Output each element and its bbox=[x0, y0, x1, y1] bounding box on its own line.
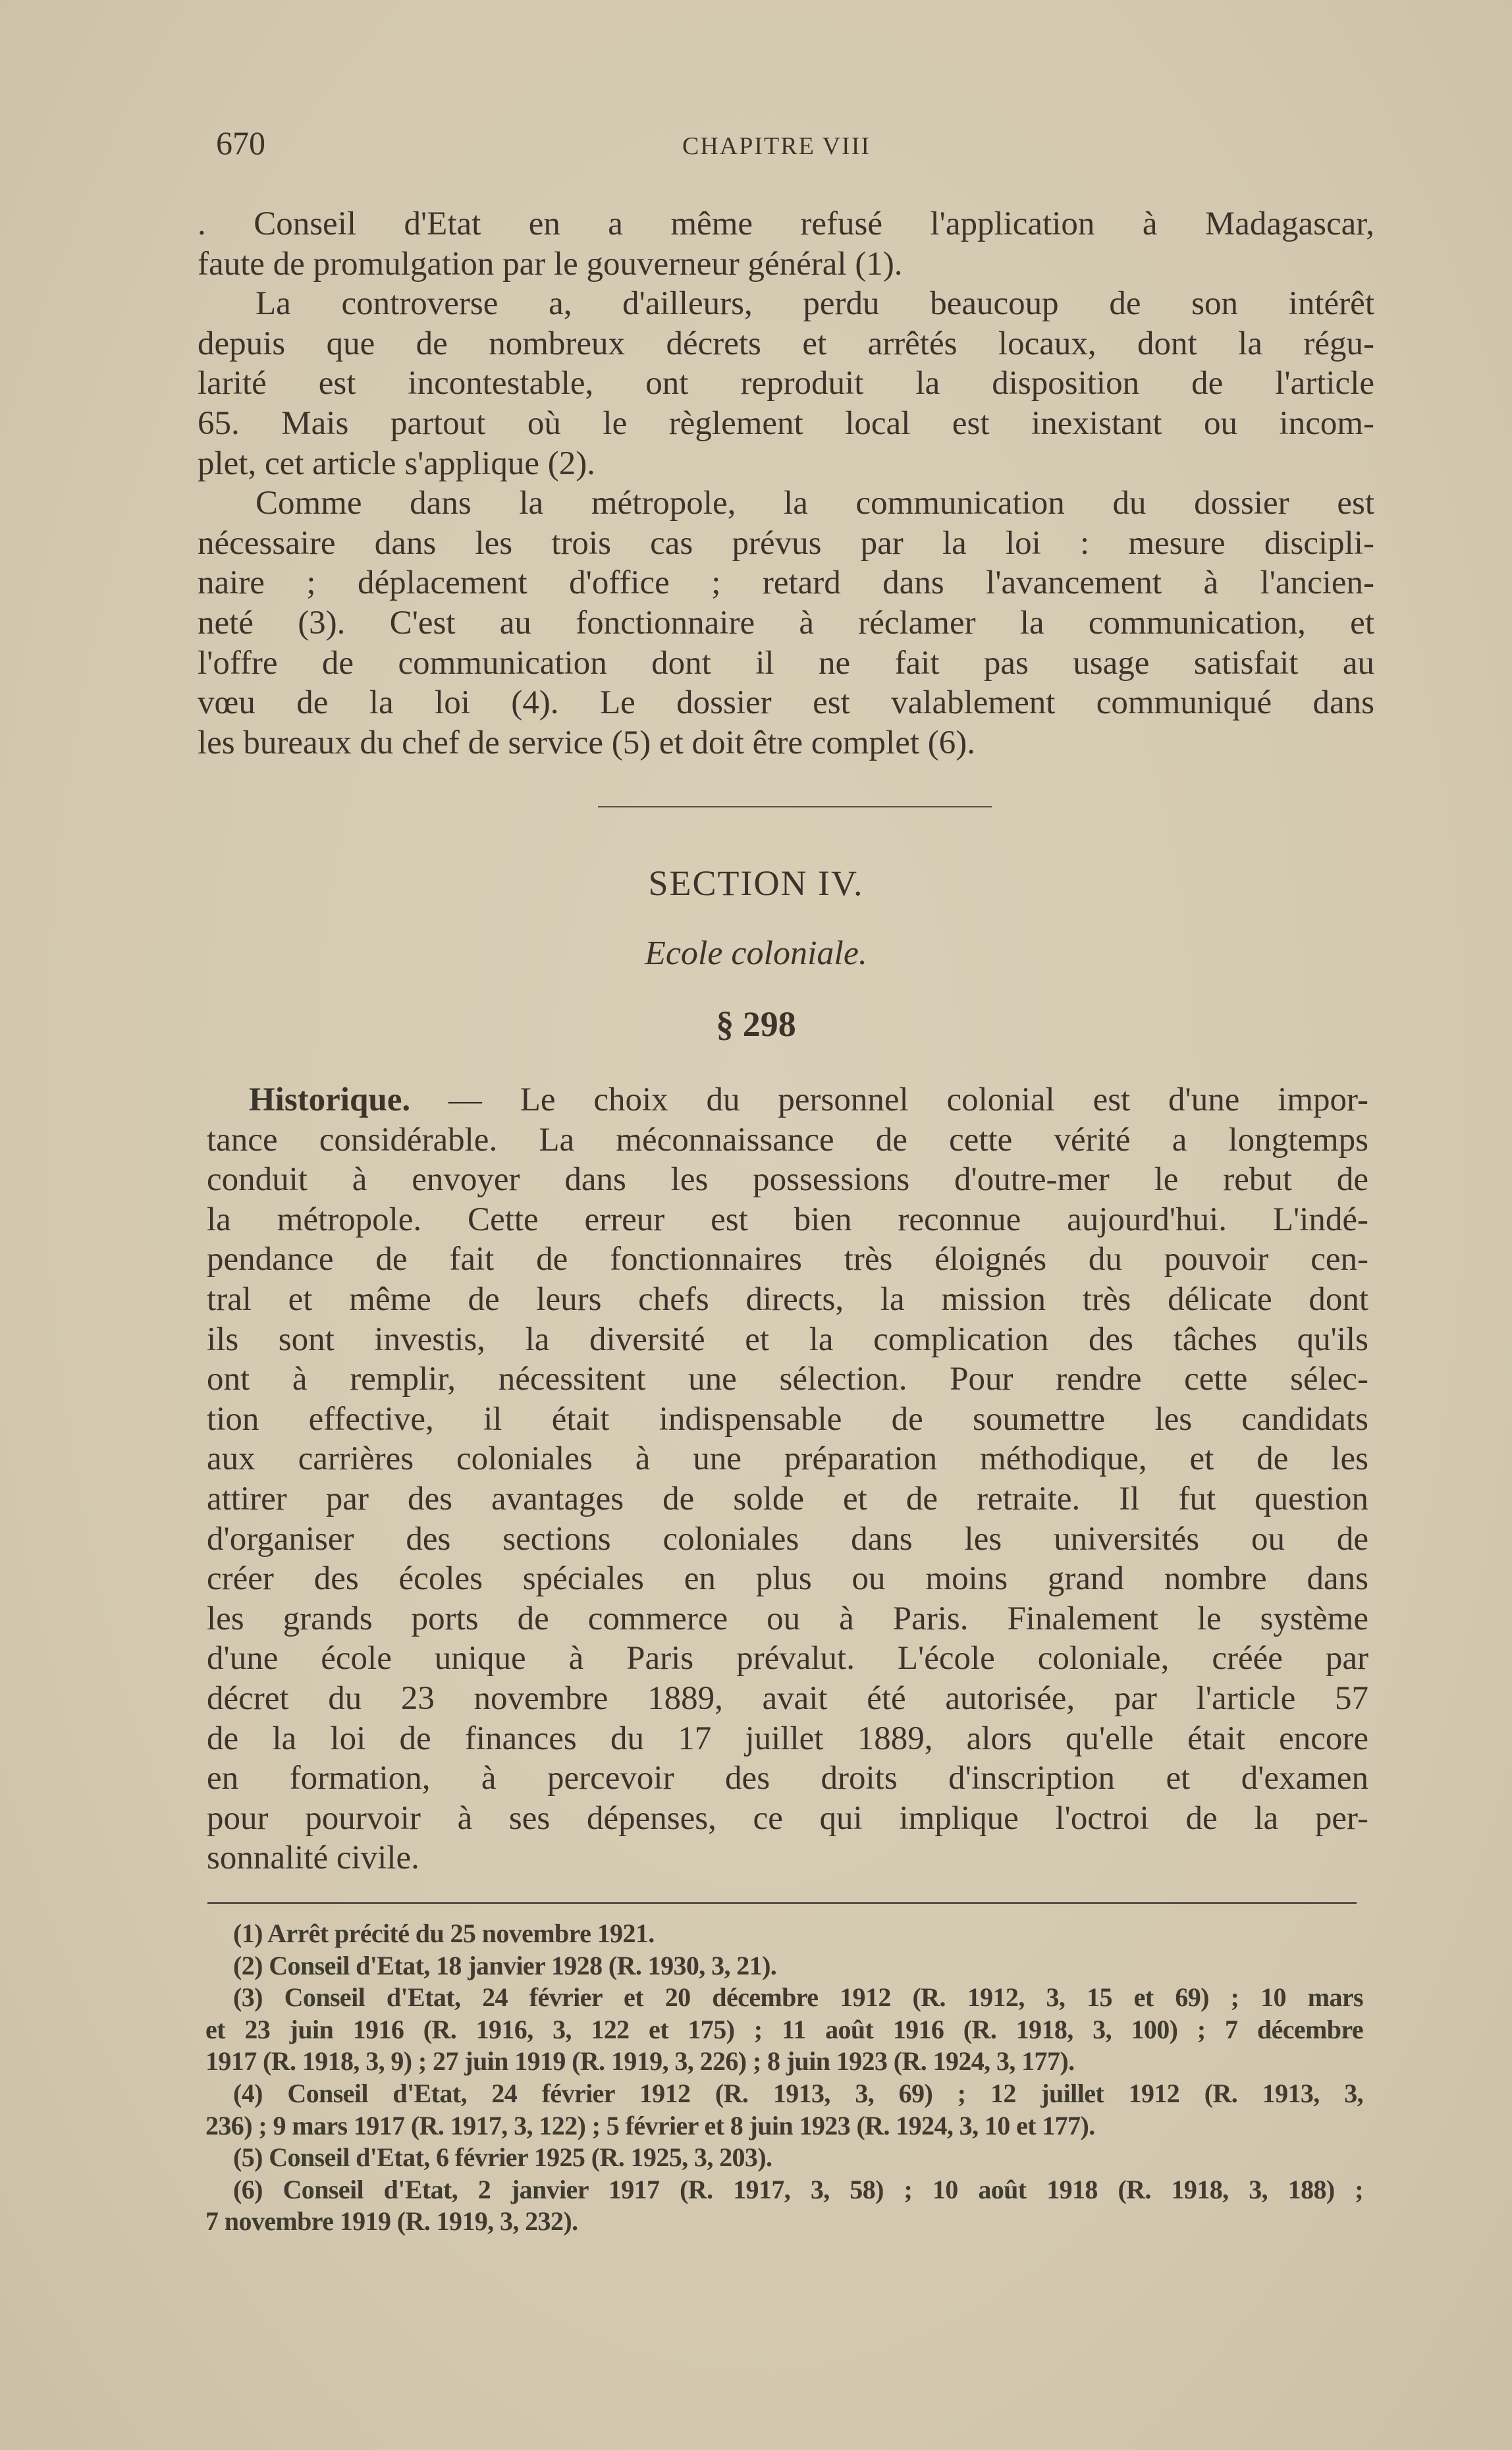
text-line: sonnalité civile. bbox=[207, 1839, 419, 1877]
text-line: . Conseil d'Etat en a même refusé l'application à Madagascar, bbox=[198, 205, 1374, 242]
footnote-line: 236) ; 9 mars 1917 (R. 1917, 3, 122) ; 5 février et 8 juin 1923 (R. 1924, 3, 10 et 177). bbox=[205, 2110, 1095, 2140]
text-line: depuis que de nombreux décrets et arrêtés locaux, dont la régu- bbox=[198, 325, 1374, 362]
text-line: pour pourvoir à ses dépenses, ce qui implique l'octroi de la per- bbox=[207, 1799, 1368, 1837]
text-line: tion effective, il était indispensable de soumettre les candidats bbox=[207, 1400, 1368, 1438]
footnote-line: (3) Conseil d'Etat, 24 février et 20 décembre 1912 (R. 1912, 3, 15 et 69) ; 10 mars bbox=[233, 1982, 1363, 2013]
footnote-line: (1) Arrêt précité du 25 novembre 1921. bbox=[233, 1919, 655, 1948]
text-line: nécessaire dans les trois cas prévus par la loi : mesure discipli- bbox=[198, 524, 1374, 562]
text-line: décret du 23 novembre 1889, avait été autorisée, par l'article 57 bbox=[207, 1679, 1368, 1717]
footnote-line: (2) Conseil d'Etat, 18 janvier 1928 (R. 1930, 3, 21). bbox=[233, 1950, 777, 1980]
text-line: conduit à envoyer dans les possessions d'outre-mer le rebut de bbox=[207, 1161, 1368, 1199]
section-subtitle: Ecole coloniale. bbox=[645, 935, 867, 972]
text-line: 65. Mais partout où le règlement local est inexistant ou incom- bbox=[198, 404, 1374, 442]
text-line: ils sont investis, la diversité et la complication des tâches qu'ils bbox=[207, 1320, 1368, 1358]
text-line: neté (3). C'est au fonctionnaire à réclamer la communication, et bbox=[198, 604, 1374, 641]
text-line: plet, cet article s'applique (2). bbox=[198, 445, 595, 482]
text-line: créer des écoles spéciales en plus ou moins grand nombre dans bbox=[207, 1560, 1368, 1598]
text-line: vœu de la loi (4). Le dossier est valablement communiqué dans bbox=[198, 684, 1374, 722]
text-line: de la loi de finances du 17 juillet 1889, alors qu'elle était encore bbox=[207, 1720, 1368, 1757]
section-title: SECTION IV. bbox=[648, 863, 864, 903]
text-line: tral et même de leurs chefs directs, la mission très délicate dont bbox=[207, 1280, 1368, 1318]
footnotes bbox=[205, 1918, 1363, 2238]
paragraph-lead: Historique. bbox=[249, 1081, 411, 1118]
paragraph-number: § 298 bbox=[716, 1004, 796, 1044]
running-header: CHAPITRE VIII bbox=[682, 132, 871, 160]
footnote-line: et 23 juin 1916 (R. 1916, 3, 122 et 175) ; 11 août 1916 (R. 1918, 3, 100) ; 7 décembre bbox=[205, 2014, 1363, 2044]
historique-paragraph bbox=[207, 1080, 1368, 1878]
text-line: tance considérable. La méconnaissance de cette vérité a longtemps bbox=[207, 1121, 1368, 1158]
text-line: l'offre de communication dont il ne fait pas usage satisfait au bbox=[198, 644, 1374, 682]
footnote-line: (5) Conseil d'Etat, 6 février 1925 (R. 1925, 3, 203). bbox=[233, 2142, 772, 2173]
text-line: attirer par des avantages de solde et de retraite. Il fut question bbox=[207, 1480, 1368, 1517]
page-number: 670 bbox=[216, 124, 265, 161]
text-line: pendance de fait de fonctionnaires très éloignés du pouvoir cen- bbox=[207, 1241, 1368, 1278]
text-line: d'une école unique à Paris prévalut. L'école coloniale, créée par bbox=[207, 1640, 1368, 1677]
text-line: la métropole. Cette erreur est bien reconnue aujourd'hui. L'indé- bbox=[207, 1201, 1368, 1238]
footnote-line: 1917 (R. 1918, 3, 9) ; 27 juin 1919 (R. 1919, 3, 226) ; 8 juin 1923 (R. 1924, 3, 177). bbox=[205, 2046, 1075, 2077]
text-line: ont à remplir, nécessitent une sélection. Pour rendre cette sélec- bbox=[207, 1361, 1368, 1398]
footnote-divider bbox=[207, 1902, 1357, 1904]
text-line: les bureaux du chef de service (5) et doit être complet (6). bbox=[198, 724, 975, 761]
text-line: Comme dans la métropole, la communication du dossier est bbox=[256, 485, 1374, 522]
footnote-line: (6) Conseil d'Etat, 2 janvier 1917 (R. 1917, 3, 58) ; 10 août 1918 (R. 1918, 3, 188) ; bbox=[233, 2174, 1363, 2204]
text-line-rest: — Le choix du personnel colonial est d'une impor- bbox=[410, 1081, 1368, 1118]
text-line bbox=[207, 1080, 1368, 1120]
body-text-top bbox=[198, 204, 1374, 763]
text-line: larité est incontestable, ont reproduit la disposition de l'article bbox=[198, 365, 1374, 402]
text-line: en formation, à percevoir des droits d'inscription et d'examen bbox=[207, 1760, 1368, 1797]
footnote-line: 7 novembre 1919 (R. 1919, 3, 232). bbox=[205, 2206, 578, 2237]
text-line: aux carrières coloniales à une préparation méthodique, et de les bbox=[207, 1440, 1368, 1478]
text-line: La controverse a, d'ailleurs, perdu beaucoup de son intérêt bbox=[256, 285, 1374, 323]
text-line: faute de promulgation par le gouverneur général (1). bbox=[198, 245, 903, 283]
footnote-line: (4) Conseil d'Etat, 24 février 1912 (R. 1913, 3, 69) ; 12 juillet 1912 (R. 1913, 3, bbox=[233, 2078, 1363, 2108]
text-line: les grands ports de commerce ou à Paris. Finalement le système bbox=[207, 1600, 1368, 1637]
text-line: d'organiser des sections coloniales dans les universités ou de bbox=[207, 1520, 1368, 1558]
section-divider bbox=[598, 806, 992, 807]
text-line: naire ; déplacement d'office ; retard dans l'avancement à l'ancien- bbox=[198, 564, 1374, 602]
